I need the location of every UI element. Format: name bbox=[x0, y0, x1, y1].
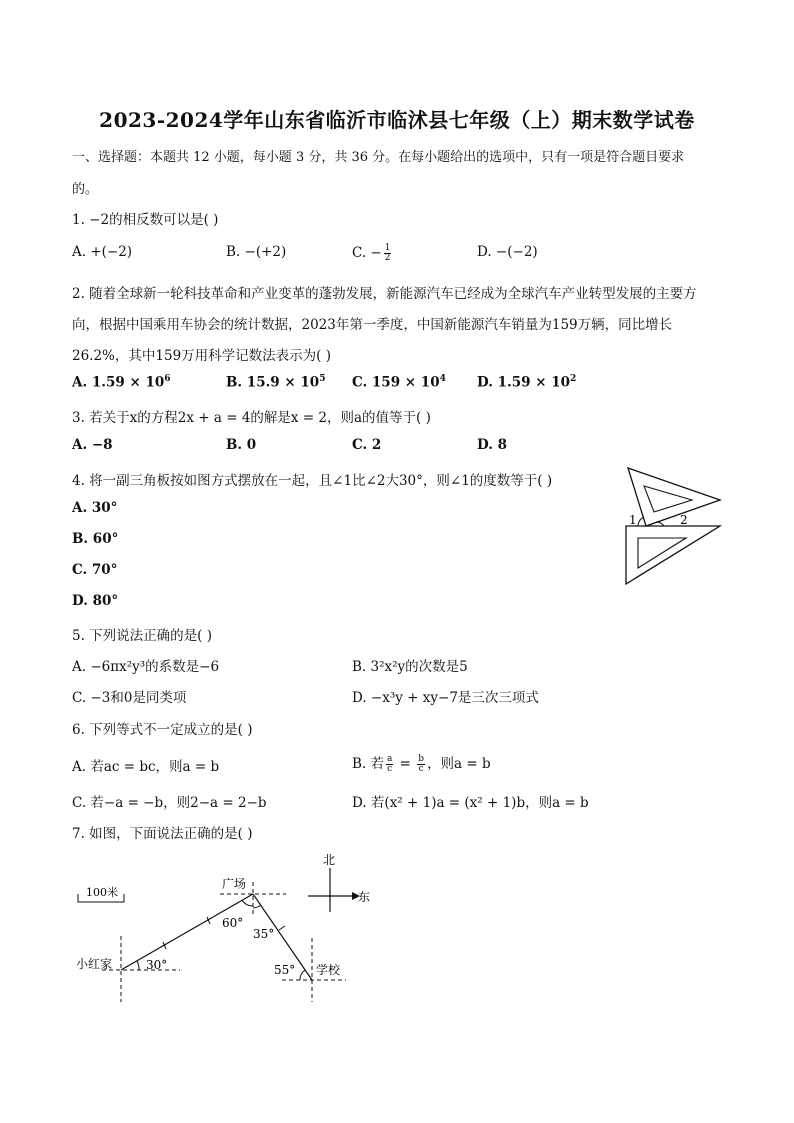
q7-map-figure bbox=[60, 846, 390, 1006]
q4-stem: 4. 将一副三角板按如图方式摆放在一起，且∠1比∠2大30°，则∠1的度数等于( ) bbox=[72, 473, 553, 489]
upper-triangle-inner bbox=[644, 486, 692, 512]
q6-b-prefix: B. 若 bbox=[352, 756, 385, 772]
q1-option-a: A. +(−2) bbox=[72, 244, 133, 260]
q3-option-a: A. −8 bbox=[72, 437, 113, 453]
q2-a-base: A. 1.59 × 10 bbox=[72, 374, 165, 391]
angle35-arc bbox=[253, 905, 261, 908]
north-label: 北 bbox=[323, 853, 336, 867]
angle60-label: 60° bbox=[222, 916, 244, 930]
q6-b-den1: c bbox=[387, 764, 393, 774]
q2-c-exponent: 4 bbox=[439, 374, 446, 384]
q1-option-c-prefix: C. − bbox=[352, 245, 382, 261]
q1-option-d: D. −(−2) bbox=[477, 244, 538, 260]
q2-stem-line3: 26.2%，其中159万用科学记数法表示为( ) bbox=[72, 348, 331, 364]
q6-option-a: A. 若ac = bc，则a = b bbox=[72, 759, 220, 775]
home-label: 小红家 bbox=[76, 957, 113, 971]
q6-stem: 6. 下列等式不一定成立的是( ) bbox=[72, 722, 253, 738]
upper-triangle-outer bbox=[628, 468, 720, 526]
east-label: 东 bbox=[358, 890, 371, 904]
q4-option-a: A. 30° bbox=[72, 500, 118, 516]
q2-stem-line1: 2. 随着全球新一轮科技革命和产业变革的蓬勃发展，新能源汽车已经成为全球汽车产业转型发展的主要方 bbox=[72, 286, 697, 302]
square-label: 广场 bbox=[222, 877, 247, 891]
angle60-arc bbox=[242, 900, 253, 906]
q5-option-c: C. −3和0是同类项 bbox=[72, 690, 187, 706]
q2-b-base: B. 15.9 × 10 bbox=[226, 374, 320, 391]
q4-option-d: D. 80° bbox=[72, 593, 119, 609]
q1-option-c bbox=[352, 244, 393, 263]
q1-c-numerator: 1 bbox=[384, 243, 391, 253]
q6-option-c: C. 若−a = −b，则2−a = 2−b bbox=[72, 795, 267, 811]
q2-option-c bbox=[352, 374, 446, 391]
angle2-label: 2 bbox=[680, 513, 688, 527]
angle30-arc bbox=[137, 961, 139, 970]
angle55-arc bbox=[300, 970, 305, 980]
exam-title: 2023-2024学年山东省临沂市临沭县七年级（上）期末数学试卷 bbox=[99, 108, 695, 132]
q6-b-den2: c bbox=[418, 764, 424, 774]
q6-option-d: D. 若(x² + 1)a = (x² + 1)b，则a = b bbox=[352, 795, 589, 811]
section-instructions-line2: 的。 bbox=[72, 182, 99, 197]
q2-b-exponent: 5 bbox=[319, 374, 326, 384]
q1-option-b: B. −(+2) bbox=[226, 244, 287, 260]
q5-option-b: B. 3²x²y的次数是5 bbox=[352, 659, 468, 675]
school-label: 学校 bbox=[316, 963, 341, 977]
q6-b-num1: a bbox=[387, 754, 393, 764]
q1-stem: 1. −2的相反数可以是( ) bbox=[72, 212, 219, 228]
q5-option-d: D. −x³y + xy−7是三次三项式 bbox=[352, 690, 539, 706]
q2-option-d bbox=[477, 374, 576, 391]
q2-c-base: C. 159 × 10 bbox=[352, 374, 440, 391]
angle1-label: 1 bbox=[629, 513, 637, 527]
q6-b-fraction-right bbox=[417, 755, 425, 774]
q2-option-a bbox=[72, 374, 171, 391]
path-home-to-square bbox=[121, 894, 253, 970]
lower-triangle-inner bbox=[638, 538, 686, 568]
q2-stem-line2: 向，根据中国乘用车协会的统计数据，2023年第一季度，中国新能源汽车销量为159万辆，同比增长 bbox=[72, 317, 673, 333]
q3-option-b: B. 0 bbox=[226, 437, 257, 453]
tick-mark bbox=[279, 926, 285, 930]
q3-option-d: D. 8 bbox=[477, 437, 508, 453]
q2-d-base: D. 1.59 × 10 bbox=[477, 374, 571, 391]
q6-b-equals: = bbox=[395, 756, 416, 772]
q2-option-b bbox=[226, 374, 325, 391]
q2-a-exponent: 6 bbox=[164, 374, 171, 384]
q6-b-suffix: ，则a = b bbox=[427, 756, 491, 772]
q6-option-b bbox=[352, 752, 491, 774]
angle35-label: 35° bbox=[253, 927, 275, 941]
q4-triangle-figure bbox=[620, 462, 724, 590]
q6-b-fraction-left bbox=[386, 755, 393, 774]
q3-stem: 3. 若关于x的方程2x + a = 4的解是x = 2，则a的值等于( ) bbox=[72, 410, 431, 426]
q5-stem: 5. 下列说法正确的是( ) bbox=[72, 628, 212, 644]
q2-d-exponent: 2 bbox=[570, 374, 577, 384]
angle55-label: 55° bbox=[274, 963, 296, 977]
q6-b-num2: b bbox=[418, 754, 425, 764]
q5-option-a: A. −6πx²y³的系数是−6 bbox=[72, 659, 220, 675]
q3-option-c: C. 2 bbox=[352, 437, 382, 453]
q4-option-b: B. 60° bbox=[72, 531, 119, 547]
q1-option-c-fraction bbox=[384, 244, 392, 263]
q7-stem: 7. 如图，下面说法正确的是( ) bbox=[72, 826, 253, 842]
scale-label: 100米 bbox=[86, 886, 118, 899]
section-instructions-line1: 一、选择题：本题共 12 小题，每小题 3 分，共 36 分。在每小题给出的选项中，只有一项是符合题目要求 bbox=[72, 150, 685, 165]
q4-option-c: C. 70° bbox=[72, 562, 118, 578]
lower-triangle-outer bbox=[626, 526, 720, 584]
q1-c-denominator: 2 bbox=[384, 253, 391, 263]
angle30-label: 30° bbox=[146, 958, 168, 972]
